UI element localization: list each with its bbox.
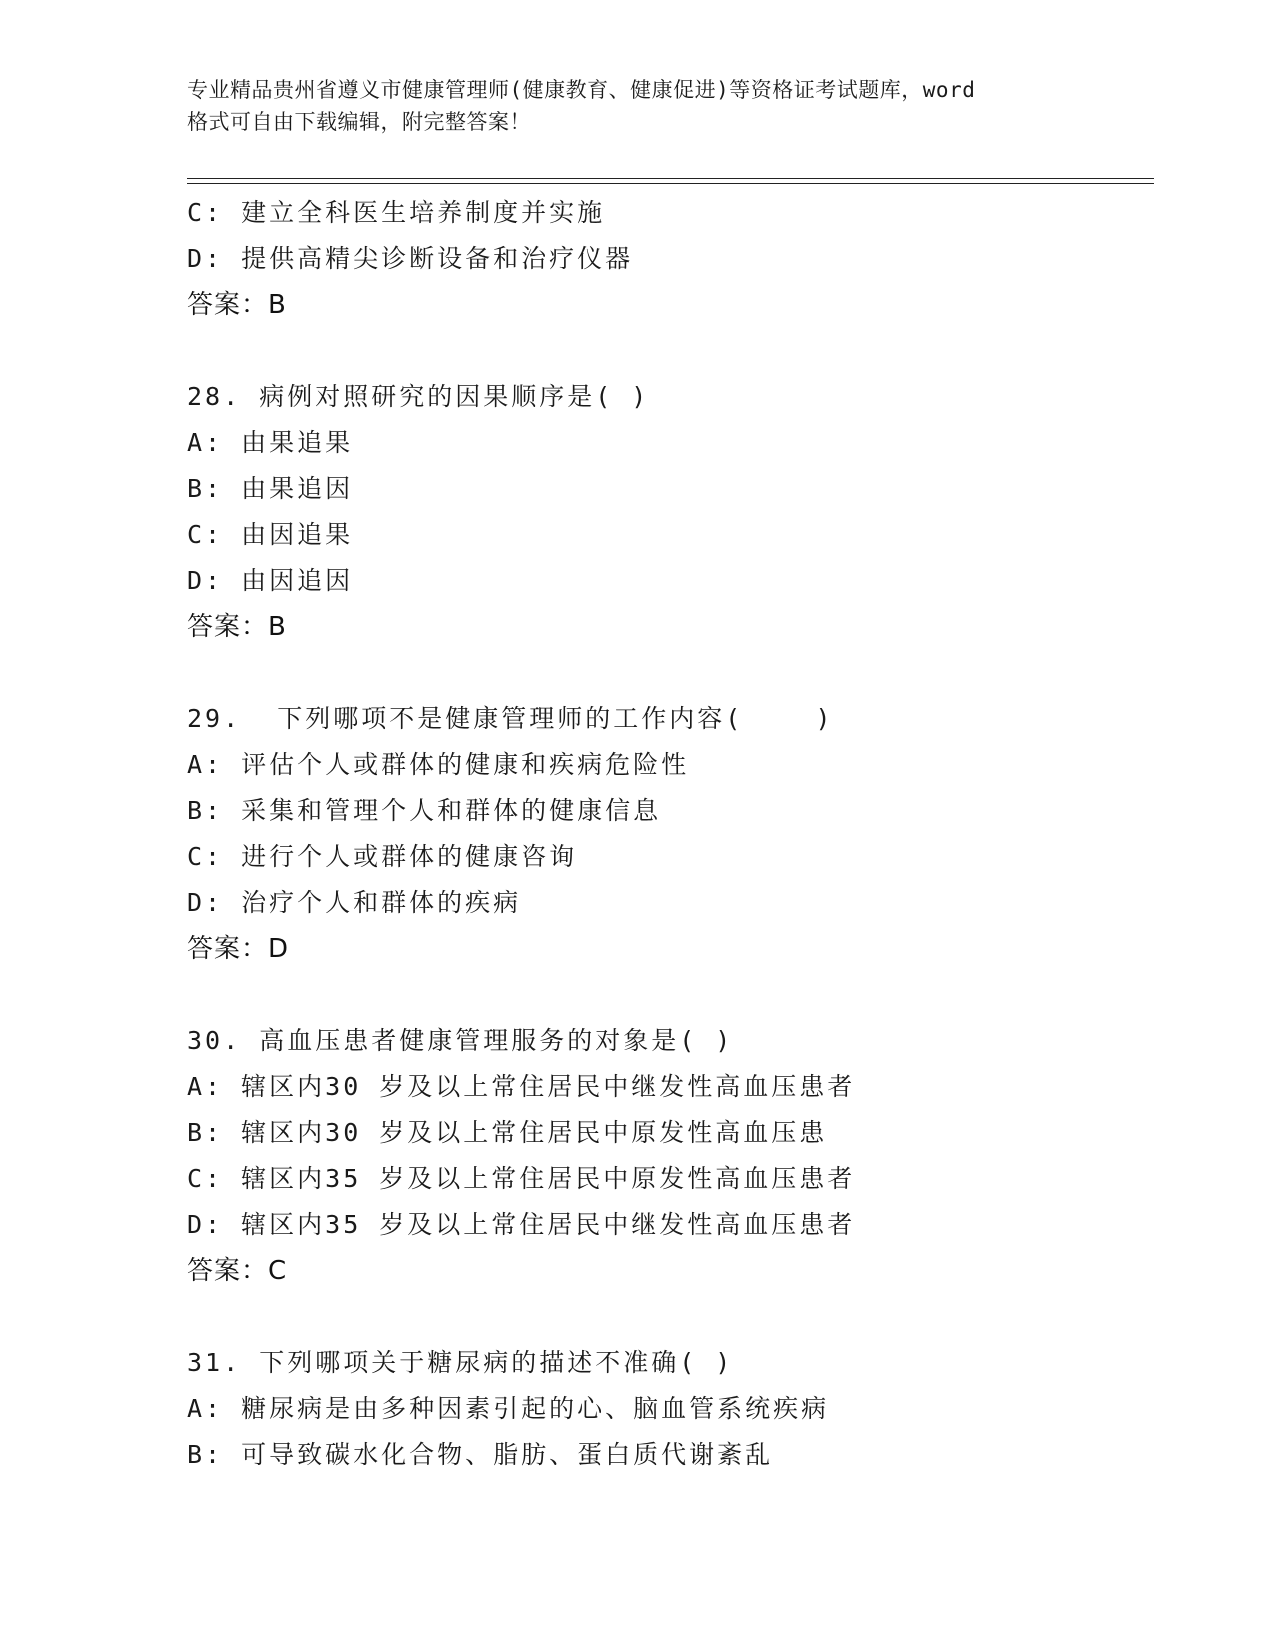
- option-b: B: 辖区内30 岁及以上常住居民中原发性高血压患: [187, 1118, 828, 1147]
- option-c: C: 由因追果: [187, 520, 354, 549]
- question-28: [187, 374, 1147, 650]
- option-d: D: 辖区内35 岁及以上常住居民中继发性高血压患者: [187, 1210, 856, 1239]
- question-29: [187, 696, 1147, 972]
- option-b: B: 可导致碳水化合物、脂肪、蛋白质代谢紊乱: [187, 1440, 774, 1469]
- answer: 答案：C: [187, 1256, 288, 1286]
- option-c: C: 建立全科医生培养制度并实施: [187, 198, 606, 227]
- question-31: [187, 1340, 1147, 1478]
- question-stem: 28. 病例对照研究的因果顺序是( ): [187, 382, 650, 411]
- header-line-1: 专业精品贵州省遵义市健康管理师(健康教育、健康促进)等资格证考试题库，word: [187, 78, 976, 102]
- question-30: [187, 1018, 1147, 1294]
- option-c: C: 进行个人或群体的健康咨询: [187, 842, 578, 871]
- option-a: A: 辖区内30 岁及以上常住居民中继发性高血压患者: [187, 1072, 856, 1101]
- spacer: [187, 972, 1147, 1018]
- option-b: B: 由果追因: [187, 474, 354, 503]
- question-stem: 30. 高血压患者健康管理服务的对象是( ): [187, 1026, 734, 1055]
- option-a: A: 糖尿病是由多种因素引起的心、脑血管系统疾病: [187, 1394, 830, 1423]
- question-list: [187, 190, 1147, 1478]
- option-d: D: 提供高精尖诊断设备和治疗仪器: [187, 244, 634, 273]
- option-a: A: 由果追果: [187, 428, 354, 457]
- question-stem: 29. 下列哪项不是健康管理师的工作内容( ): [187, 704, 834, 733]
- option-d: D: 治疗个人和群体的疾病: [187, 888, 522, 917]
- spacer: [187, 328, 1147, 374]
- question-27-continuation: [187, 190, 1147, 328]
- document-header: [187, 74, 1092, 138]
- spacer: [187, 650, 1147, 696]
- header-line-2: 格式可自由下载编辑，附完整答案！: [187, 110, 531, 134]
- header-divider-top: [187, 178, 1154, 179]
- answer: 答案：B: [187, 612, 287, 642]
- option-b: B: 采集和管理个人和群体的健康信息: [187, 796, 662, 825]
- question-stem: 31. 下列哪项关于糖尿病的描述不准确( ): [187, 1348, 734, 1377]
- header-divider-bottom: [187, 183, 1154, 184]
- option-d: D: 由因追因: [187, 566, 354, 595]
- answer: 答案：B: [187, 290, 287, 320]
- spacer: [187, 1294, 1147, 1340]
- option-a: A: 评估个人或群体的健康和疾病危险性: [187, 750, 690, 779]
- option-c: C: 辖区内35 岁及以上常住居民中原发性高血压患者: [187, 1164, 856, 1193]
- answer: 答案：D: [187, 934, 290, 964]
